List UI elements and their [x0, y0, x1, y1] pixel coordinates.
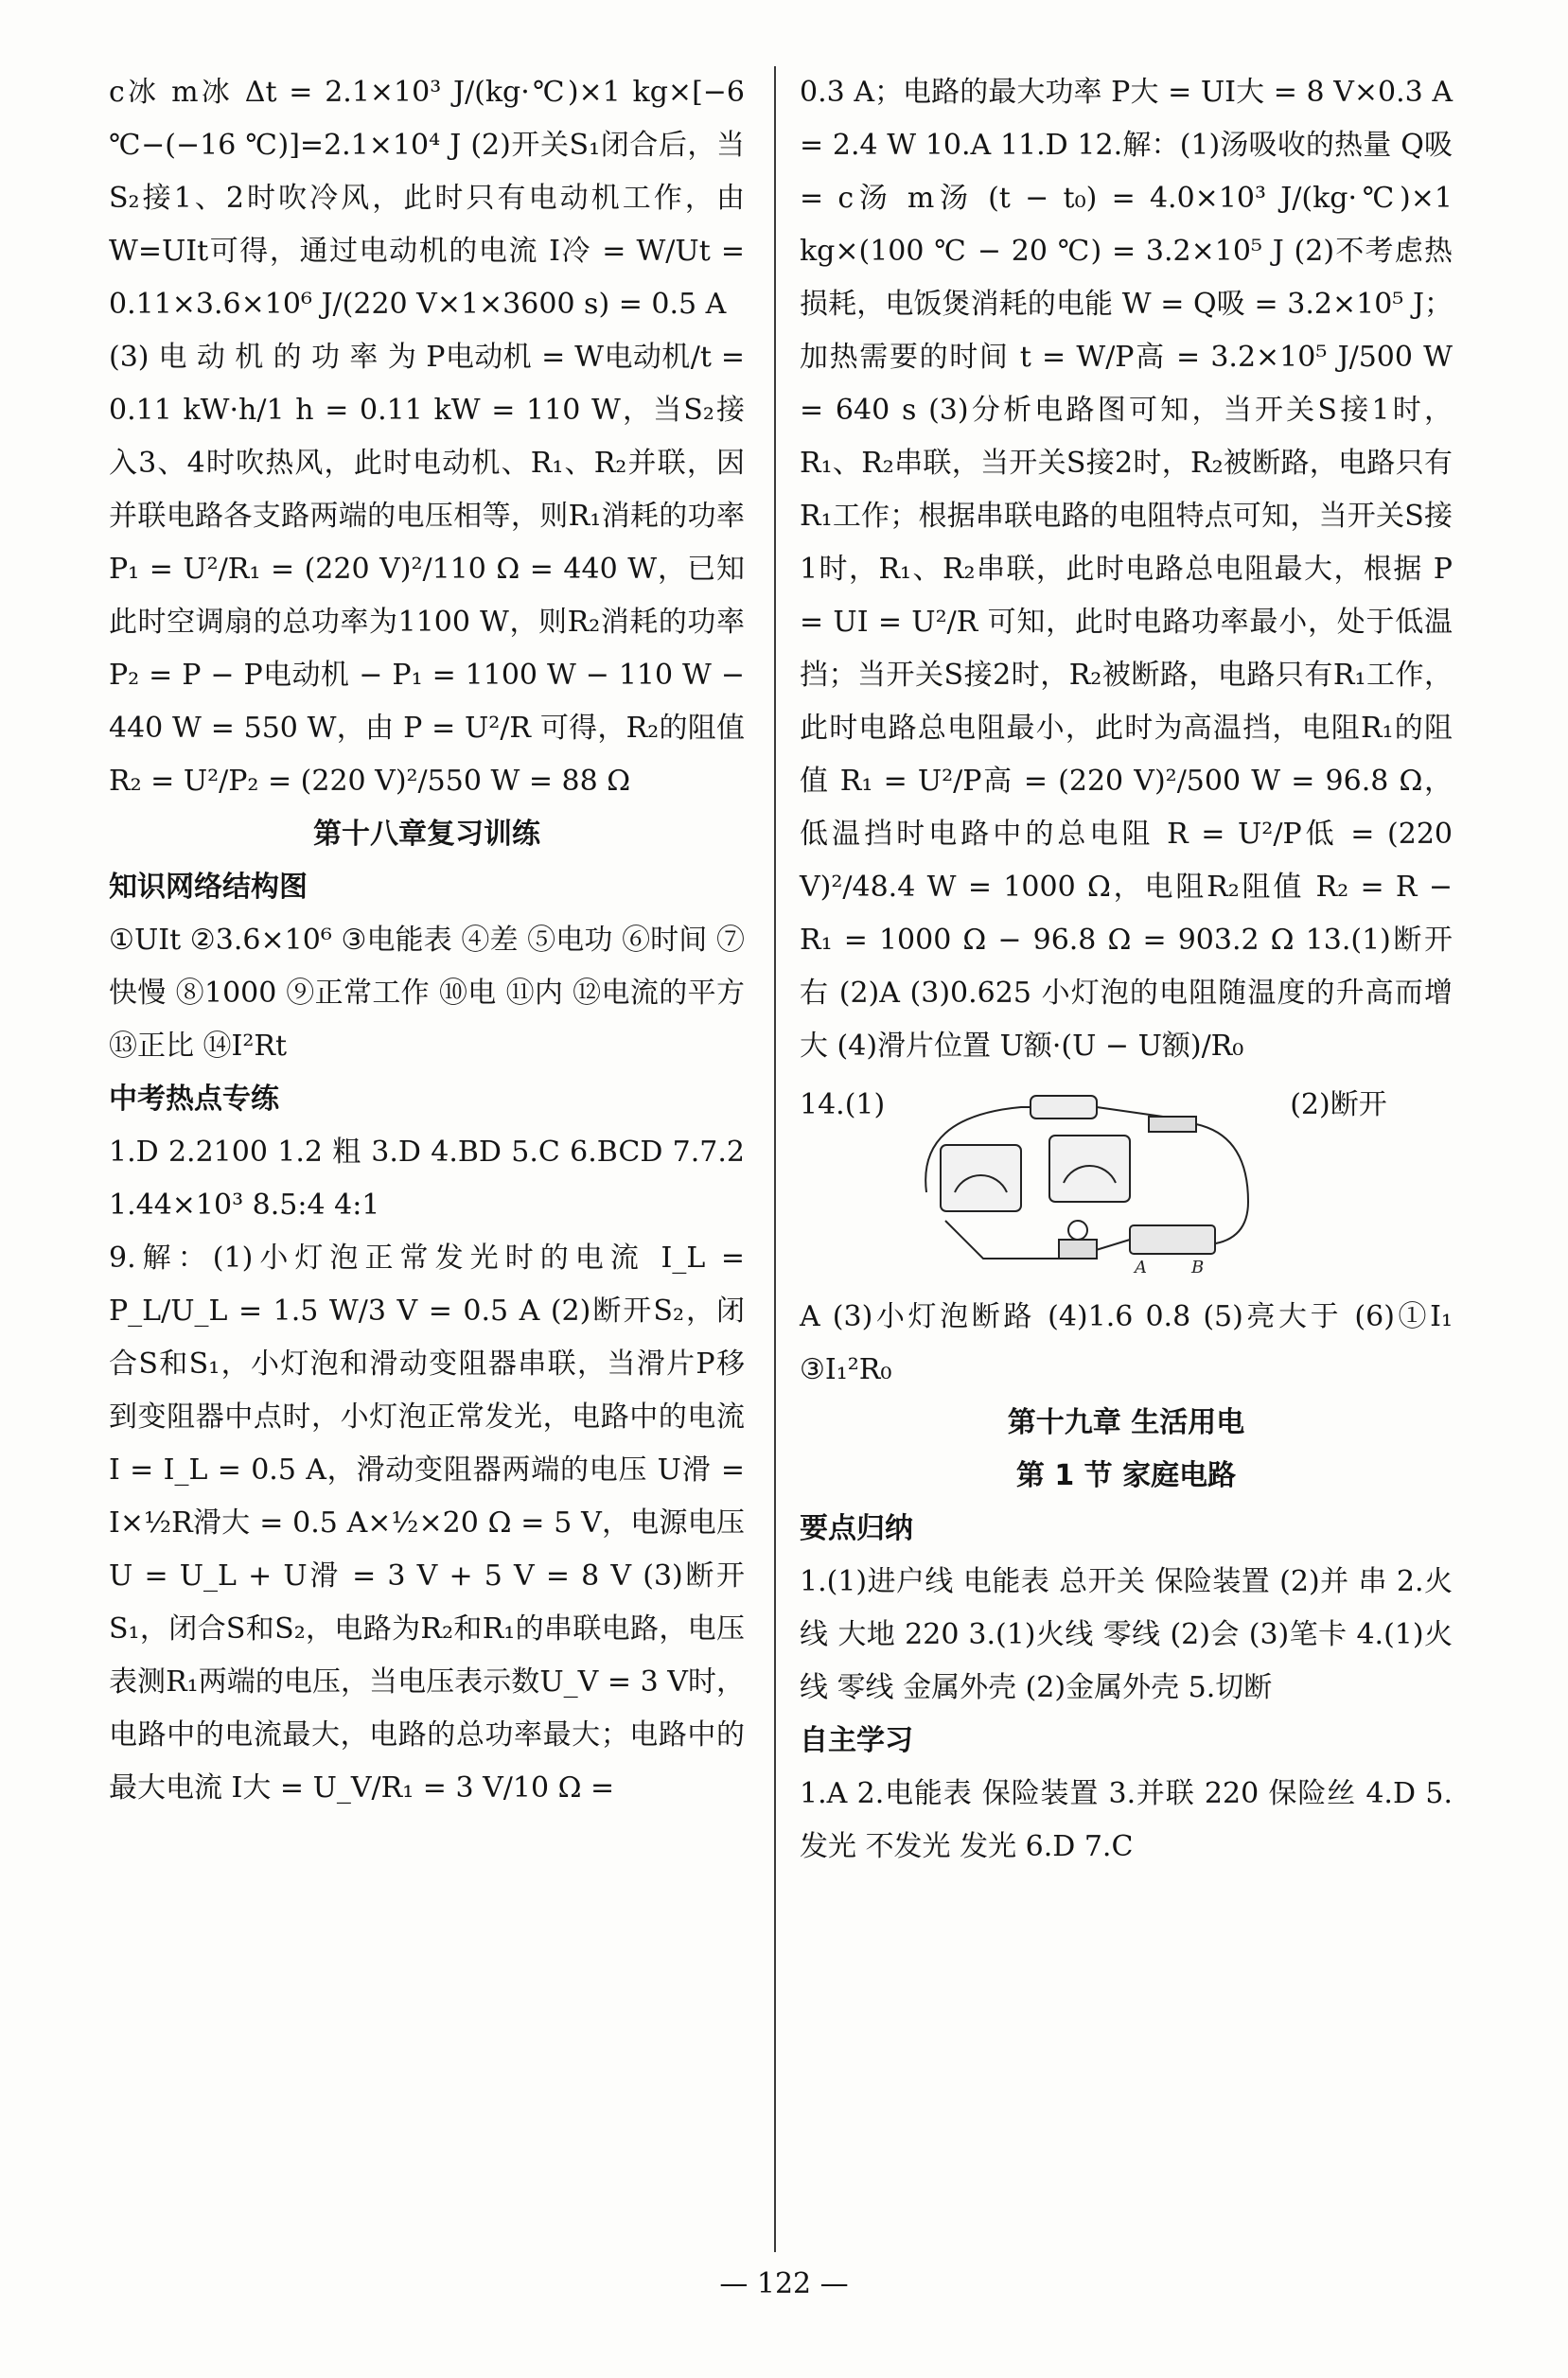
right-column: [800, 66, 1453, 1874]
answer-paragraph: c冰 m冰 Δt = 2.1×10³ J/(kg·℃)×1 kg×[−6 ℃−(−16 ℃)]=2.1×10⁴ J (2)开关S₁闭合后，当S₂接1、2时吹冷风，此时只有电动机工作，由W=UIt可得，通过电动机的电流 I冷 = W/Ut = 0.11×3.6×10⁶ J/(220 V×1×3600 s) = 0.5 A: [109, 76, 745, 321]
section-heading: 要点归纳: [800, 1512, 913, 1545]
question-14-label: 14.(1): [800, 1088, 886, 1121]
answer-paragraph: ①UIt ②3.6×10⁶ ③电能表 ④差 ⑤电功 ⑥时间 ⑦快慢 ⑧1000 ⑨正常工作 ⑩电 ⑪内 ⑫电流的平方 ⑬正比 ⑭I²Rt: [109, 924, 745, 1063]
answer-paragraph: 1.D 2.2100 1.2 粗 3.D 4.BD 5.C 6.BCD 7.7.2 1.44×10³ 8.5:4 4:1: [109, 1136, 745, 1222]
section-heading: 第 1 节 家庭电路: [1015, 1459, 1237, 1492]
section-heading: 自主学习: [800, 1724, 913, 1757]
answer-paragraph: 9.解：(1)小灯泡正常发光时的电流 I_L = P_L/U_L = 1.5 W/3 V = 0.5 A (2)断开S₂，闭合S和S₁，小灯泡和滑动变阻器串联，当滑片P移到变阻器中点时，小灯泡正常发光，电路中的电流 I = I_L = 0.5 A，滑动变阻器两端的电压 U滑 = I×½R滑大 = 0.5 A×½×20 Ω = 5 V，电源电压 U = U_L + U滑 = 3 V + 5 V = 8 V (3)断开S₁，闭合S和S₂，电路为R₂和R₁的串联电路，电压表测R₁两端的电压，当电压表示数U_V = 3 V时，电路中的电流最大，电路的总功率最大；电路中的最大电流 I大 = U_V/R₁ = 3 V/10 Ω =: [109, 1242, 745, 1805]
answer-paragraph: 1.A 2.电能表 保险装置 3.并联 220 保险丝 4.D 5.发光 不发光 发光 6.D 7.C: [800, 1777, 1453, 1863]
answer-paragraph: 1.(1)进户线 电能表 总开关 保险装置 (2)并 串 2.火线 大地 220 3.(1)火线 零线 (2)会 (3)笔卡 4.(1)火线 零线 金属外壳 (2)金属外壳 5.切断: [800, 1565, 1453, 1704]
section-heading: 第十九章 生活用电: [1007, 1406, 1245, 1439]
question-14-figure: [800, 1079, 1453, 1287]
question-14-answers: A (3)小灯泡断路 (4)1.6 0.8 (5)亮大于 (6)①I₁ ③I₁²R₀: [800, 1300, 1453, 1386]
svg-text:A: A: [1135, 1258, 1148, 1277]
left-column: [109, 66, 745, 1815]
section-heading: 中考热点专练: [109, 1083, 279, 1116]
question-14-part2: (2)断开: [1290, 1088, 1387, 1121]
answer-paragraph: 0.3 A；电路的最大功率 P大 = UI大 = 8 V×0.3 A = 2.4 W 10.A 11.D 12.解：(1)汤吸收的热量 Q吸 = c汤 m汤 (t − t₀) = 4.0×10³ J/(kg·℃)×1 kg×(100 ℃ − 20 ℃) = 3.2×10⁵ J (2)不考虑热损耗，电饭煲消耗的电能 W = Q吸 = 3.2×10⁵ J；加热需要的时间 t = W/P高 = 3.2×10⁵ J/500 W = 640 s (3)分析电路图可知，当开关S接1时，R₁、R₂串联，当开关S接2时，R₂被断路，电路只有R₁工作；根据串联电路的电阻特点可知，当开关S接1时，R₁、R₂串联，此时电路总电阻最大，根据 P = UI = U²/R 可知，此时电路功率最小，处于低温挡；当开关S接2时，R₂被断路，电路只有R₁工作，此时电路总电阻最小，此时为高温挡，电阻R₁的阻值 R₁ = U²/P高 = (220 V)²/500 W = 96.8 Ω，低温挡时电路中的总电阻 R = U²/P低 = (220 V)²/48.4 W = 1000 Ω，电阻R₂阻值 R₂ = R − R₁ = 1000 Ω − 96.8 Ω = 903.2 Ω 13.(1)断开 右 (2)A (3)0.625 小灯泡的电阻随温度的升高而增大 (4)滑片位置 U额·(U − U额)/R₀: [800, 76, 1453, 1063]
svg-text:B: B: [1191, 1258, 1205, 1277]
circuit-diagram-icon: [907, 1079, 1267, 1287]
section-heading: 知识网络结构图: [109, 871, 308, 904]
answer-paragraph: (3) 电 动 机 的 功 率 为 P电动机 = W电动机/t = 0.11 kW·h/1 h = 0.11 kW = 110 W，当S₂接入3、4时吹热风，此时电动机、R₁、R₂并联，因并联电路各支路两端的电压相等，则R₁消耗的功率 P₁ = U²/R₁ = (220 V)²/110 Ω = 440 W，已知此时空调扇的总功率为1100 W，则R₂消耗的功率 P₂ = P − P电动机 − P₁ = 1100 W − 110 W − 440 W = 550 W，由 P = U²/R 可得，R₂的阻值 R₂ = U²/P₂ = (220 V)²/550 W = 88 Ω: [109, 341, 745, 798]
section-heading: 第十八章复习训练: [313, 818, 540, 851]
column-divider: [774, 66, 776, 2252]
page-number: — 122 —: [719, 2267, 849, 2300]
